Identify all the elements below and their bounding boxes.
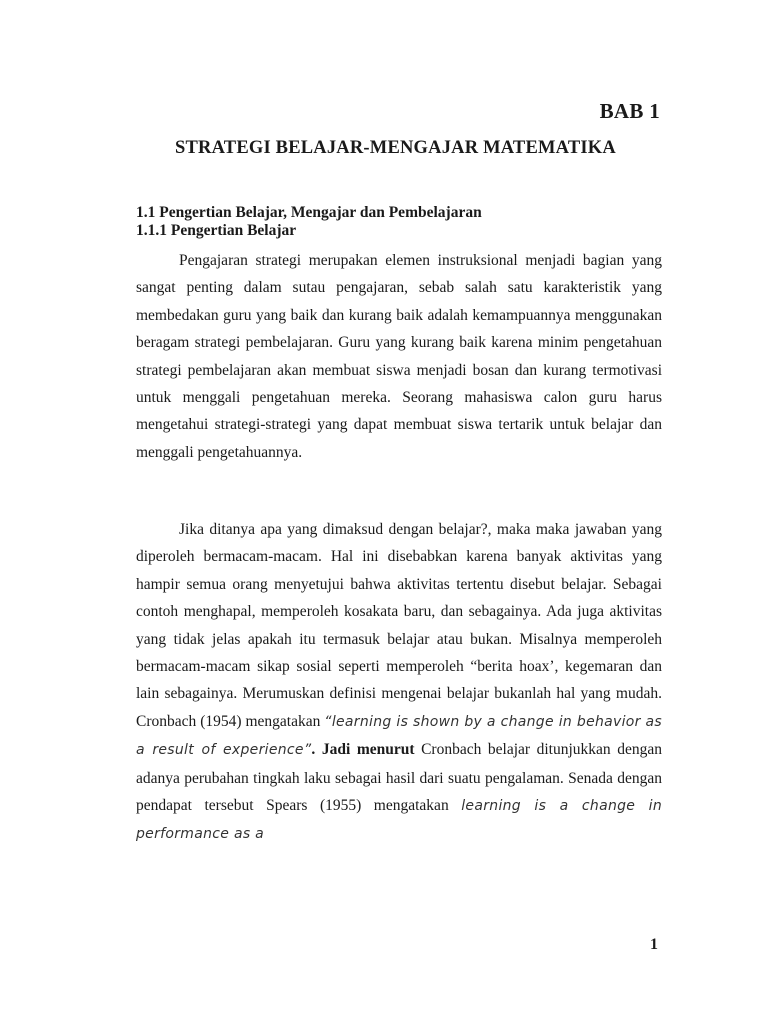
chapter-label: BAB 1 — [599, 99, 660, 123]
paragraph-2-container — [136, 516, 662, 849]
paragraph-1: Pengajaran strategi merupakan elemen instruksional menjadi bagian yang sangat penting dalam sutau pengajaran, sebab salah satu karakteristik yang membedakan guru yang baik dan kurang baik adalah kemampuannya menggunakan beragam strategi pembelajaran. Guru yang kurang baik karena minim pengetahuan strategi pembelajaran akan membuat siswa menjadi bosan dan kurang termotivasi untuk menggali pengetahuan mereka. Seorang mahasiswa calon guru harus mengetahui strategi-strategi yang dapat membuat siswa tertarik untuk belajar dan menggali pengetahuannya. — [136, 252, 662, 461]
paragraph-1-container — [136, 247, 662, 466]
cronbach-quote: “learning is shown by a change in behavior as a result of experience” — [136, 713, 663, 759]
chapter-title: STRATEGI BELAJAR-MENGAJAR MATEMATIKA — [175, 138, 616, 158]
paragraph-2-text-b: . Jadi menurut — [311, 741, 415, 759]
paragraph-2-text-a: Jika ditanya apa yang dimaksud dengan belajar?, maka maka jawaban yang diperoleh bermacam-macam. Hal ini disebabkan karena banyak aktivitas yang hampir semua orang menyetujui bahwa aktivitas tertentu disebut belajar. Sebagai contoh menghapal, memperoleh kosakata baru, dan sebagainya. Ada juga aktivitas yang tidak jelas apakah itu termasuk belajar atau bukan. Misalnya memperoleh bermacam-macam sikap sosial seperti memperoleh “berita hoax’, kegemaran dan lain sebagainya. Merumuskan definisi mengenai belajar bukanlah hal yang mudah. Cronbach (1954) mengatakan — [136, 521, 662, 730]
spears-quote: learning is a change in performance as a — [136, 798, 662, 843]
section-heading: 1.1 Pengertian Belajar, Mengajar dan Pembelajaran — [136, 204, 482, 221]
paragraph-2 — [136, 516, 662, 849]
paragraph-2-text-c: Cronbach belajar ditunjukkan dengan adanya perubahan tingkah laku sebagai hasil dari suatu pengalaman. Senada dengan pendapat tersebut Spears (1955) mengatakan — [136, 741, 662, 815]
page-number: 1 — [650, 936, 658, 953]
subsection-heading: 1.1.1 Pengertian Belajar — [136, 222, 297, 239]
